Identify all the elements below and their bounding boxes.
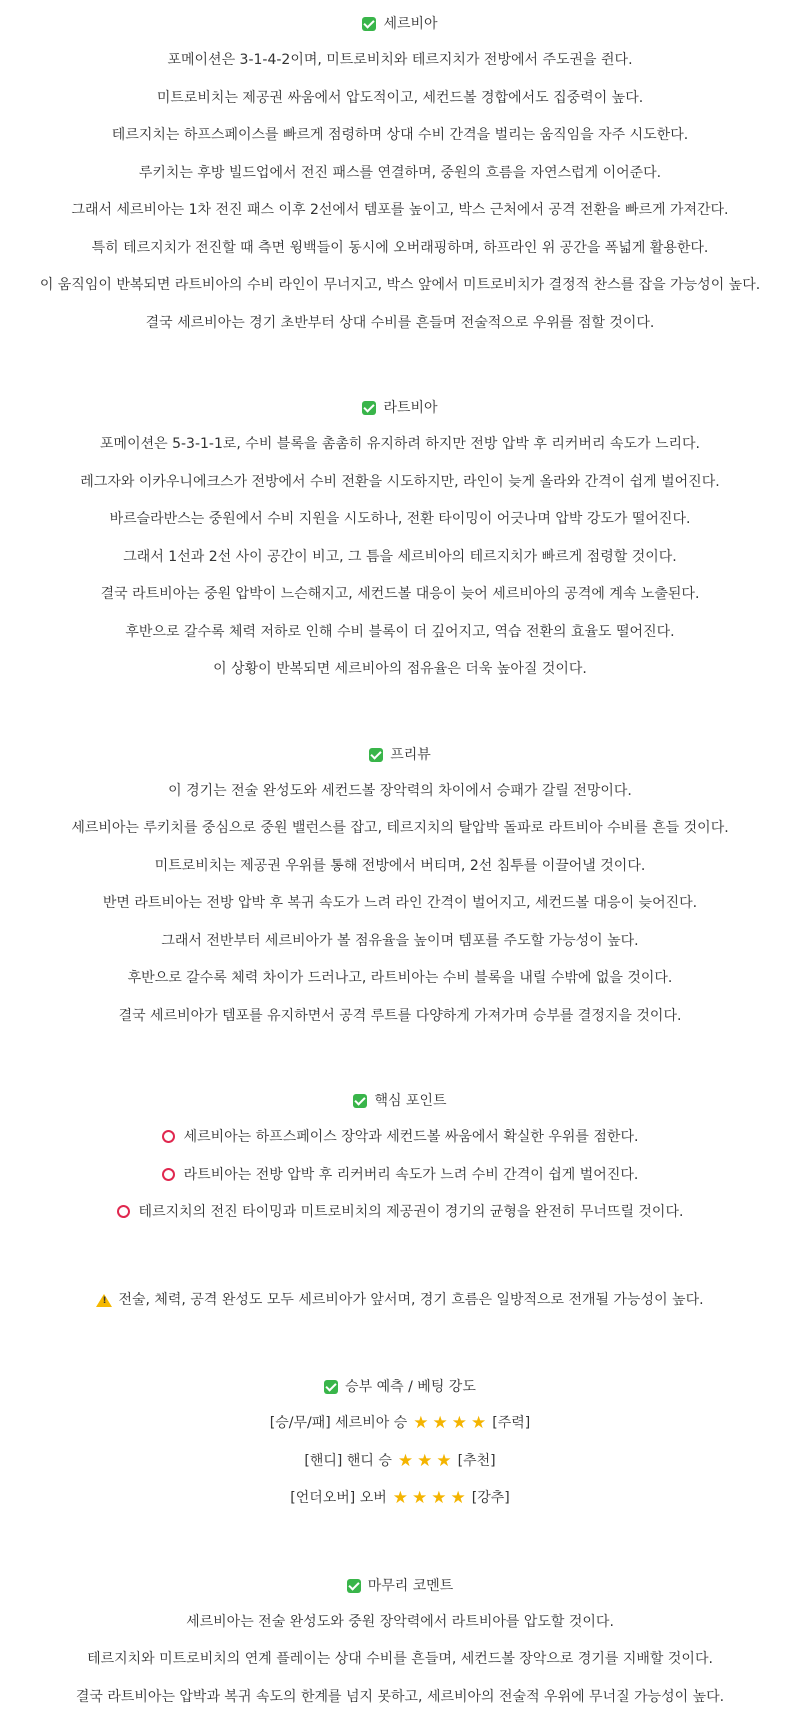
paragraph: 미트로비치는 제공권 우위를 통해 전방에서 버티며, 2선 침투를 이끌어낼 것이다. [0,853,800,891]
section-latvia [0,395,800,694]
red-circle-icon [117,1205,130,1218]
section-heading [0,1088,800,1124]
section-title: 라트비아 [383,395,437,421]
star-icon: ★ [471,1410,486,1436]
paragraph: 포메이션은 5-3-1-1로, 수비 블록을 촘촘히 유지하려 하지만 전방 압박 후 리커버리 속도가 느리다. [0,431,800,469]
paragraph: 후반으로 갈수록 체력 저하로 인해 수비 블록이 더 깊어지고, 역습 전환의 효율도 떨어진다. [0,619,800,657]
section-heading [0,1573,800,1609]
paragraph: 결국 라트비아는 압박과 복귀 속도의 한계를 넘지 못하고, 세르비아의 전술적 우위에 무너질 가능성이 높다. [0,1684,800,1721]
paragraph: 바르슬라반스는 중원에서 수비 지원을 시도하나, 전환 타이밍이 어긋나며 압박 강도가 떨어진다. [0,506,800,544]
red-circle-icon [162,1130,175,1143]
star-rating [391,1485,468,1511]
prediction-tag: [주력] [492,1410,530,1436]
paragraph: 그래서 전반부터 세르비아가 볼 점유율을 높이며 템포를 주도할 가능성이 높다. [0,928,800,966]
warning-icon [96,1294,112,1307]
key-point [0,1162,800,1200]
warning-text: 전술, 체력, 공격 완성도 모두 세르비아가 앞서며, 경기 흐름은 일방적으로 전개될 가능성이 높다. [118,1287,703,1313]
star-icon: ★ [451,1485,466,1511]
star-rating [396,1448,454,1474]
star-rating [411,1410,488,1436]
section-preview [0,742,800,1041]
section-title: 승부 예측 / 베팅 강도 [345,1374,476,1400]
check-box-icon [362,17,376,31]
key-point [0,1124,800,1162]
prediction-row [0,1410,800,1448]
paragraph: 그래서 1선과 2선 사이 공간이 비고, 그 틈을 세르비아의 테르지치가 빠르게 점령할 것이다. [0,544,800,582]
section-title: 마무리 코멘트 [368,1573,454,1599]
star-icon: ★ [432,1410,447,1436]
paragraph: 미트로비치는 제공권 싸움에서 압도적이고, 세컨드볼 경합에서도 집중력이 높다. [0,85,800,123]
check-box-icon [369,748,383,762]
section-serbia [0,11,800,347]
paragraph: 후반으로 갈수록 체력 차이가 드러나고, 라트비아는 수비 블록을 내릴 수밖에 없을 것이다. [0,965,800,1003]
prediction-label: [승/무/패] 세르비아 승 [270,1410,407,1436]
section-warning [0,1287,800,1325]
section-title: 핵심 포인트 [374,1088,446,1114]
key-point-text: 테르지치의 전진 타이밍과 미트로비치의 제공권이 경기의 균형을 완전히 무너뜨릴 것이다. [139,1199,684,1225]
warning-line [0,1287,800,1325]
section-heading [0,1374,800,1410]
red-circle-icon [162,1168,175,1181]
star-icon: ★ [412,1485,427,1511]
paragraph: 결국 세르비아가 템포를 유지하면서 공격 루트를 다양하게 가져가며 승부를 결정지을 것이다. [0,1003,800,1041]
star-icon: ★ [413,1410,428,1436]
section-title: 프리뷰 [390,742,431,768]
prediction-label: [언더오버] 오버 [290,1485,387,1511]
prediction-tag: [추천] [458,1448,496,1474]
key-point [0,1199,800,1237]
paragraph: 특히 테르지치가 전진할 때 측면 윙백들이 동시에 오버래핑하며, 하프라인 위 공간을 폭넓게 활용한다. [0,235,800,273]
paragraph: 루키치는 후방 빌드업에서 전진 패스를 연결하며, 중원의 흐름을 자연스럽게 이어준다. [0,160,800,198]
paragraph: 세르비아는 전술 완성도와 중원 장악력에서 라트비아를 압도할 것이다. [0,1609,800,1647]
star-icon: ★ [393,1485,408,1511]
star-icon: ★ [452,1410,467,1436]
paragraph: 이 움직임이 반복되면 라트비아의 수비 라인이 무너지고, 박스 앞에서 미트로비치가 결정적 찬스를 잡을 가능성이 높다. [0,272,800,310]
paragraph: 그래서 세르비아는 1차 전진 패스 이후 2선에서 템포를 높이고, 박스 근처에서 공격 전환을 빠르게 가져간다. [0,197,800,235]
check-box-icon [347,1579,361,1593]
star-icon: ★ [417,1448,432,1474]
check-box-icon [362,401,376,415]
section-predictions [0,1374,800,1523]
section-key-points [0,1088,800,1237]
paragraph: 세르비아는 루키치를 중심으로 중원 밸런스를 잡고, 테르지치의 탈압박 돌파로 라트비아 수비를 흔들 것이다. [0,815,800,853]
prediction-row [0,1448,800,1486]
paragraph: 테르지치는 하프스페이스를 빠르게 점령하며 상대 수비 간격을 벌리는 움직임을 자주 시도한다. [0,122,800,160]
paragraph: 결국 세르비아는 경기 초반부터 상대 수비를 흔들며 전술적으로 우위를 점할 것이다. [0,310,800,348]
star-icon: ★ [398,1448,413,1474]
paragraph: 레그자와 이카우니에크스가 전방에서 수비 전환을 시도하지만, 라인이 늦게 올라와 간격이 쉽게 벌어진다. [0,469,800,507]
star-icon: ★ [431,1485,446,1511]
paragraph: 테르지치와 미트로비치의 연계 플레이는 상대 수비를 흔들며, 세컨드볼 장악으로 경기를 지배할 것이다. [0,1646,800,1684]
section-heading [0,742,800,778]
paragraph: 반면 라트비아는 전방 압박 후 복귀 속도가 느려 라인 간격이 벌어지고, 세컨드볼 대응이 늦어진다. [0,890,800,928]
prediction-row [0,1485,800,1523]
paragraph: 이 상황이 반복되면 세르비아의 점유율은 더욱 높아질 것이다. [0,656,800,694]
star-icon: ★ [436,1448,451,1474]
paragraph: 포메이션은 3-1-4-2이며, 미트로비치와 테르지치가 전방에서 주도권을 쥔다. [0,47,800,85]
check-box-icon [353,1094,367,1108]
section-heading [0,11,800,47]
section-closing [0,1573,800,1721]
paragraph: 결국 라트비아는 중원 압박이 느슨해지고, 세컨드볼 대응이 늦어 세르비아의 공격에 계속 노출된다. [0,581,800,619]
key-point-text: 라트비아는 전방 압박 후 리커버리 속도가 느려 수비 간격이 쉽게 벌어진다. [184,1162,639,1188]
prediction-tag: [강추] [472,1485,510,1511]
prediction-label: [핸디] 핸디 승 [304,1448,391,1474]
key-point-text: 세르비아는 하프스페이스 장악과 세컨드볼 싸움에서 확실한 우위를 점한다. [184,1124,639,1150]
paragraph: 이 경기는 전술 완성도와 세컨드볼 장악력의 차이에서 승패가 갈릴 전망이다. [0,778,800,816]
section-title: 세르비아 [383,11,437,37]
section-heading [0,395,800,431]
check-box-icon [324,1380,338,1394]
